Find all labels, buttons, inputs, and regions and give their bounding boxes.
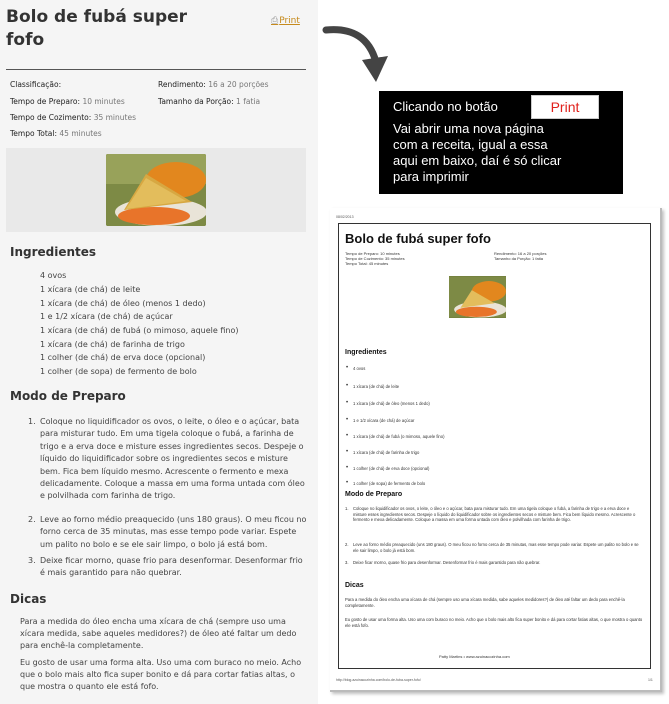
- recipe-title: Bolo de fubá super fofo: [6, 7, 188, 50]
- print-ingredients-heading: Ingredientes: [345, 349, 387, 356]
- callout-line-1: Clicando no botão: [393, 99, 498, 114]
- tempo-cozimento: Tempo de Cozimento: 35 minutes: [10, 113, 136, 122]
- printed-page-preview: [330, 208, 662, 692]
- callout-line-2: Vai abrir uma nova página: [393, 121, 544, 136]
- print-title: Bolo de fubá super fofo: [345, 231, 491, 246]
- list-item: 1 colher (de sopa) de fermento de bolo: [40, 367, 197, 376]
- print-meta: Tempo Total: 45 minutes: [345, 261, 389, 266]
- print-url: http://blog.azuinacozinha.com/bolo-de-fuba-super-fofo/: [336, 678, 421, 682]
- print-footer: Patty Martins • www.azuinacozinha.com: [439, 654, 510, 659]
- print-button[interactable]: Print: [531, 95, 599, 119]
- print-meta: Tamanho da Porção: 1 fatia: [494, 256, 543, 261]
- print-list-item: • 1 xícara (de chá) de leite: [353, 384, 399, 389]
- list-item: 1 xícara (de chá) de farinha de trigo: [40, 340, 185, 349]
- print-method-heading: Modo de Preparo: [345, 491, 403, 498]
- print-list-item: • 1 colher (de chá) de erva doce (opcional): [353, 466, 429, 471]
- print-tip-2: Eu gosto de usar uma forma alta. Uso uma com buraco no meio. Acho que o bolo mais alto fica super bonito e dá para cortar fatias altas, o que mostra o quanto ele está fofo.: [345, 617, 643, 628]
- title-divider: [6, 69, 306, 70]
- list-item: 1 xícara (de chá) de óleo (menos 1 dedo): [40, 299, 206, 308]
- print-tip-1: Para a medida do óleo encha uma xícara de chá (sempre uso uma xícara medida, sabe aqueles medidores?) de óleo até faltar um dedo para enchê-la completamente.: [345, 597, 625, 608]
- print-step-1: 1. Coloque no liquidificador os ovos, o leite, o óleo e o açúcar, bata para misturar tudo. Em uma tigela coloque o fubá, a farinha de trigo e a erva doce e misture esses ingredientes secos. Despeje o líquido do liquidificador sobre os ingredientes secos e misture bem. Fica bem líquido mesmo. Acrescente o fermento e mexa delicadamente. Coloque a massa em uma forma untada com óleo e polvilhada com farinha de trigo.: [345, 506, 636, 523]
- print-step-3: 3. Deixe ficar morno, quase frio para desenformar. Desenformar frio é mais garantido para não quebrar.: [345, 560, 541, 565]
- curved-arrow-icon: [318, 20, 398, 90]
- print-list-item: • 1 xícara (de chá) de fubá (o mimoso, aquele fino): [353, 434, 444, 439]
- ingredients-heading: Ingredientes: [10, 245, 97, 259]
- list-item: 1 e 1/2 xícara (de chá) de açúcar: [40, 312, 173, 321]
- tip-1: Para a medida do óleo encha uma xícara de chá (sempre uso uma xícara medida, sabe aqueles medidores?) de óleo até faltar um dedo para enchê-la completamente.: [20, 617, 297, 650]
- print-step-2: 2. Leve ao forno médio preaquecido (uns 180 graus). O meu ficou no forno cerca de 35 minutas, mas esse tempo pode variar. Espete um palito no bolo e se ele sair limpo, o bolo já está bom.: [345, 542, 639, 553]
- print-frame: [338, 223, 651, 669]
- tip-2: Eu gosto de usar uma forma alta. Uso uma com buraco no meio. Acho que o bolo mais alto fica super bonito e dá para cortar fatias altas, o que mostra o quanto ele está fofo.: [20, 658, 302, 691]
- print-cake-photo: [449, 276, 506, 318]
- tempo-preparo: Tempo de Preparo: 10 minutes: [10, 97, 125, 106]
- photo-area: [6, 148, 306, 232]
- print-meta: Tempo de Cozimento: 35 minutes: [345, 256, 405, 261]
- callout-line-4: aqui em baixo, daí é só clicar: [393, 153, 562, 168]
- cake-photo: [106, 154, 206, 226]
- print-date: 08/02/2013: [336, 215, 354, 219]
- classificacao: Classificação:: [10, 80, 62, 89]
- list-item: 1 xícara (de chá) de fubá (o mimoso, aquele fino): [40, 326, 239, 335]
- print-list-item: • 1 xícara (de chá) de farinha de trigo: [353, 450, 419, 455]
- callout-box: [379, 91, 623, 194]
- step-1: 1. Coloque no liquidificador os ovos, o leite, o óleo e o açúcar, bata para misturar tudo. Em uma tigela coloque o fubá, a farinha de trigo e a erva doce e misture esses ingredientes secos. Despeje o líquido do liquidificador sobre os ingredientes secos e misture bem. Fica bem líquido mesmo. Acrescente o fermento e mexa delicadamente. Coloque a massa em uma forma untada com óleo e polvilhada com farinha de trigo.: [28, 417, 305, 501]
- list-item: 1 colher (de chá) de erva doce (opcional): [40, 353, 206, 362]
- print-tips-heading: Dicas: [345, 582, 364, 589]
- recipe-card: [0, 0, 318, 704]
- list-item: 1 xícara (de chá) de leite: [40, 285, 141, 294]
- print-link[interactable]: [271, 16, 300, 26]
- method-heading: Modo de Preparo: [10, 389, 126, 403]
- rendimento: Rendimento: 16 a 20 porções: [158, 80, 269, 89]
- print-link-label: Print: [279, 16, 300, 26]
- step-2: 2. Leve ao forno médio preaquecido (uns 180 graus). O meu ficou no forno cerca de 35 minutas, mas esse tempo pode variar. Espete um palito no bolo e se ele sair limpo, o bolo já está bom.: [28, 515, 307, 549]
- list-item: 4 ovos: [40, 271, 67, 280]
- print-list-item: • 1 xícara (de chá) de óleo (menos 1 dedo): [353, 401, 430, 406]
- step-3: 3. Deixe ficar morno, quase frio para desenformar. Desenformar frio é mais garantido para não quebrar.: [28, 556, 303, 578]
- print-list-item: • 1 colher (de sopa) de fermento de bolo: [353, 481, 425, 486]
- print-list-item: • 1 e 1/2 xícara (de chá) de açúcar: [353, 418, 414, 423]
- print-meta: Rendimento: 16 a 20 porções: [494, 251, 547, 256]
- tempo-total: Tempo Total: 45 minutes: [10, 129, 102, 138]
- print-meta: Tempo de Preparo: 10 minutes: [345, 251, 400, 256]
- printer-icon: ⎙: [271, 16, 279, 26]
- print-list-item: • 4 ovos: [353, 366, 365, 371]
- tamanho-porcao: Tamanho da Porção: 1 fatia: [158, 97, 261, 106]
- tips-heading: Dicas: [10, 592, 47, 606]
- print-page-number: 1/1: [648, 678, 653, 682]
- callout-line-3: com a receita, igual a essa: [393, 137, 548, 152]
- callout-line-5: para imprimir: [393, 169, 469, 184]
